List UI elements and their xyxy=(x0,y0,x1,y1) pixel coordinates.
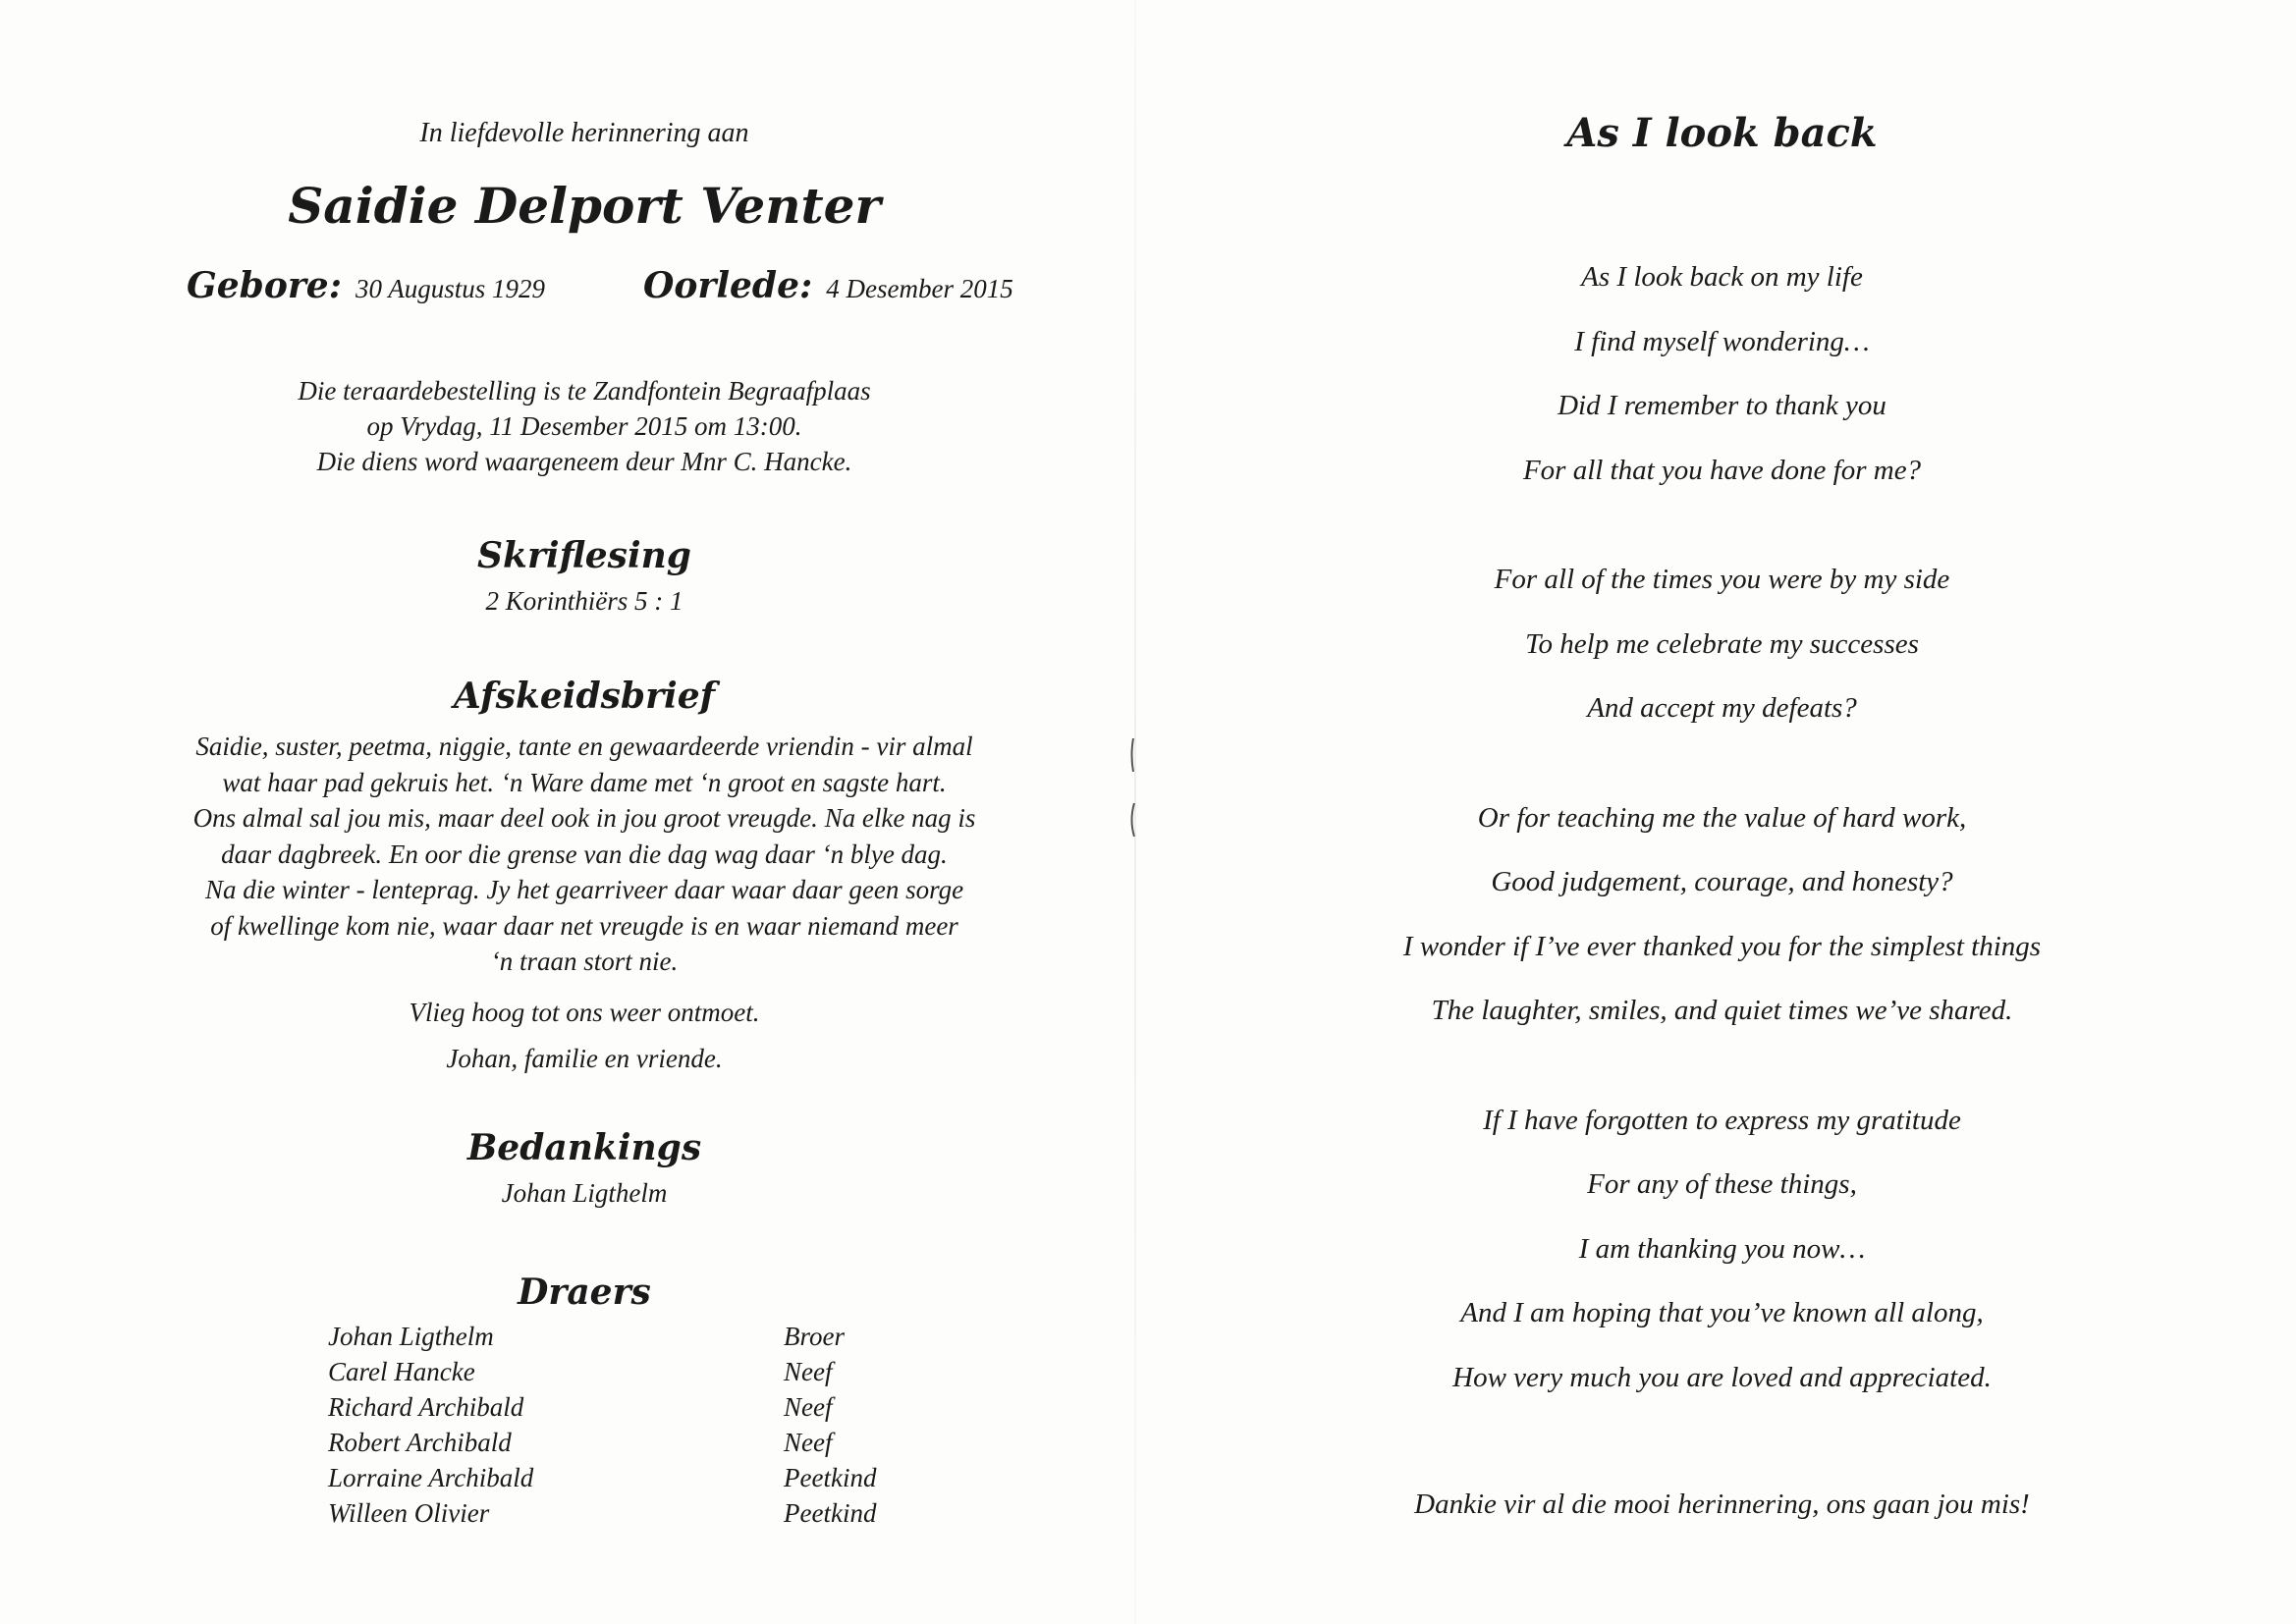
farewell-line: ‘n traan stort nie. xyxy=(490,947,679,976)
farewell-closing xyxy=(0,990,1169,1082)
died-label: Oorlede: xyxy=(643,265,813,306)
farewell-line: daar dagbreek. En oor die grense van die dag wag daar ‘n blye dag. xyxy=(221,839,948,869)
bearer-row xyxy=(328,1428,917,1463)
bearer-name: Johan Ligthelm xyxy=(328,1322,494,1351)
farewell-line: of kwellinge kom nie, waar daar net vreugde is en waar niemand meer xyxy=(210,910,958,941)
dates-row xyxy=(187,265,1070,324)
closing-message: Dankie vir al die mooi herinnering, ons gaan jou mis! xyxy=(1414,1489,2030,1520)
poem-line: For any of these things, xyxy=(1587,1168,1857,1200)
farewell-letter xyxy=(108,729,1061,980)
bearer-row xyxy=(328,1322,917,1357)
bearer-row xyxy=(328,1498,917,1534)
poem-line: As I look back on my life xyxy=(1581,261,1863,293)
poem-title: As I look back xyxy=(1566,110,1878,156)
farewell-line: Saidie, suster, peetma, niggie, tante en gewaardeerde vriendin - vir almal xyxy=(195,731,973,761)
thanks-heading: Bedankings xyxy=(466,1127,702,1168)
bearer-relation: Neef xyxy=(784,1392,833,1422)
born-date: 30 Augustus 1929 xyxy=(355,274,546,303)
funeral-line: Die teraardebestelling is te Zandfontein Begraafplaas xyxy=(298,376,871,406)
funeral-line: Die diens word waargeneem deur Mnr C. Hancke. xyxy=(316,447,852,476)
thanks-name: Johan Ligthelm xyxy=(501,1178,668,1208)
scripture-heading: Skriflesing xyxy=(477,535,691,576)
poem-line: To help me celebrate my successes xyxy=(1525,627,1919,660)
bearer-relation: Peetkind xyxy=(784,1463,877,1492)
in-memory-line: In liefdevolle herinnering aan xyxy=(419,118,749,148)
bearer-relation: Neef xyxy=(784,1357,833,1386)
bearer-name: Richard Archibald xyxy=(328,1392,524,1422)
staple-mark xyxy=(1129,738,1135,772)
farewell-heading: Afskeidsbrief xyxy=(453,676,716,717)
poem xyxy=(1148,245,2296,1455)
born-label: Gebore: xyxy=(187,265,342,306)
funeral-details xyxy=(0,373,1169,479)
bearer-row xyxy=(328,1463,917,1498)
poem-line: Or for teaching me the value of hard work, xyxy=(1477,801,1967,834)
deceased-name: Saidie Delport Venter xyxy=(288,177,881,235)
poem-stanza xyxy=(1148,786,2296,1044)
bearer-row xyxy=(328,1392,917,1428)
poem-line: And accept my defeats? xyxy=(1587,692,1857,724)
bearer-name: Lorraine Archibald xyxy=(328,1463,534,1492)
staple-mark xyxy=(1129,803,1135,837)
poem-line: I wonder if I’ve ever thanked you for the simplest things xyxy=(1402,930,2042,962)
poem-line: For all of the times you were by my side xyxy=(1494,564,1950,595)
bearer-name: Carel Hancke xyxy=(328,1357,475,1386)
right-page xyxy=(1148,0,2296,1624)
farewell-line: Ons almal sal jou mis, maar deel ook in jou groot vreugde. Na elke nag is xyxy=(192,803,976,833)
poem-line: Did I remember to thank you xyxy=(1558,390,1886,421)
farewell-line: Na die winter - lenteprag. Jy het gearriveer daar waar daar geen sorge xyxy=(204,875,964,904)
poem-line: If I have forgotten to express my gratitude xyxy=(1483,1104,1961,1136)
poem-line: Good judgement, courage, and honesty? xyxy=(1491,866,1953,897)
born-block xyxy=(187,265,545,306)
scripture-reference: 2 Korinthiërs 5 : 1 xyxy=(485,586,683,616)
poem-line: I find myself wondering… xyxy=(1574,325,1870,357)
died-date: 4 Desember 2015 xyxy=(826,274,1013,303)
bearer-relation: Broer xyxy=(784,1322,845,1351)
poem-line: And I am hoping that you’ve known all along, xyxy=(1460,1297,1984,1328)
poem-line: For all that you have done for me? xyxy=(1522,454,1922,486)
poem-stanza xyxy=(1148,1089,2296,1411)
funeral-line: op Vrydag, 11 Desember 2015 om 13:00. xyxy=(366,411,802,441)
bearer-relation: Neef xyxy=(784,1428,833,1457)
bearers-list xyxy=(328,1322,917,1534)
poem-line: How very much you are loved and appreciated. xyxy=(1452,1361,1992,1393)
farewell-closing-line: Vlieg hoog tot ons weer ontmoet. xyxy=(409,998,760,1027)
died-block xyxy=(643,265,1013,306)
poem-stanza xyxy=(1148,245,2296,503)
bearer-name: Willeen Olivier xyxy=(328,1498,490,1528)
bearers-heading: Draers xyxy=(518,1272,651,1313)
bearer-row xyxy=(328,1357,917,1392)
farewell-line: wat haar pad gekruis het. ‘n Ware dame met ‘n groot en sagste hart. xyxy=(222,767,947,797)
poem-line: The laughter, smiles, and quiet times we’ve shared. xyxy=(1431,995,2013,1026)
farewell-signature: Johan, familie en vriende. xyxy=(446,1044,723,1073)
poem-line: I am thanking you now… xyxy=(1578,1232,1866,1265)
poem-stanza xyxy=(1148,548,2296,741)
bearer-relation: Peetkind xyxy=(784,1498,877,1528)
bearer-name: Robert Archibald xyxy=(328,1428,512,1457)
